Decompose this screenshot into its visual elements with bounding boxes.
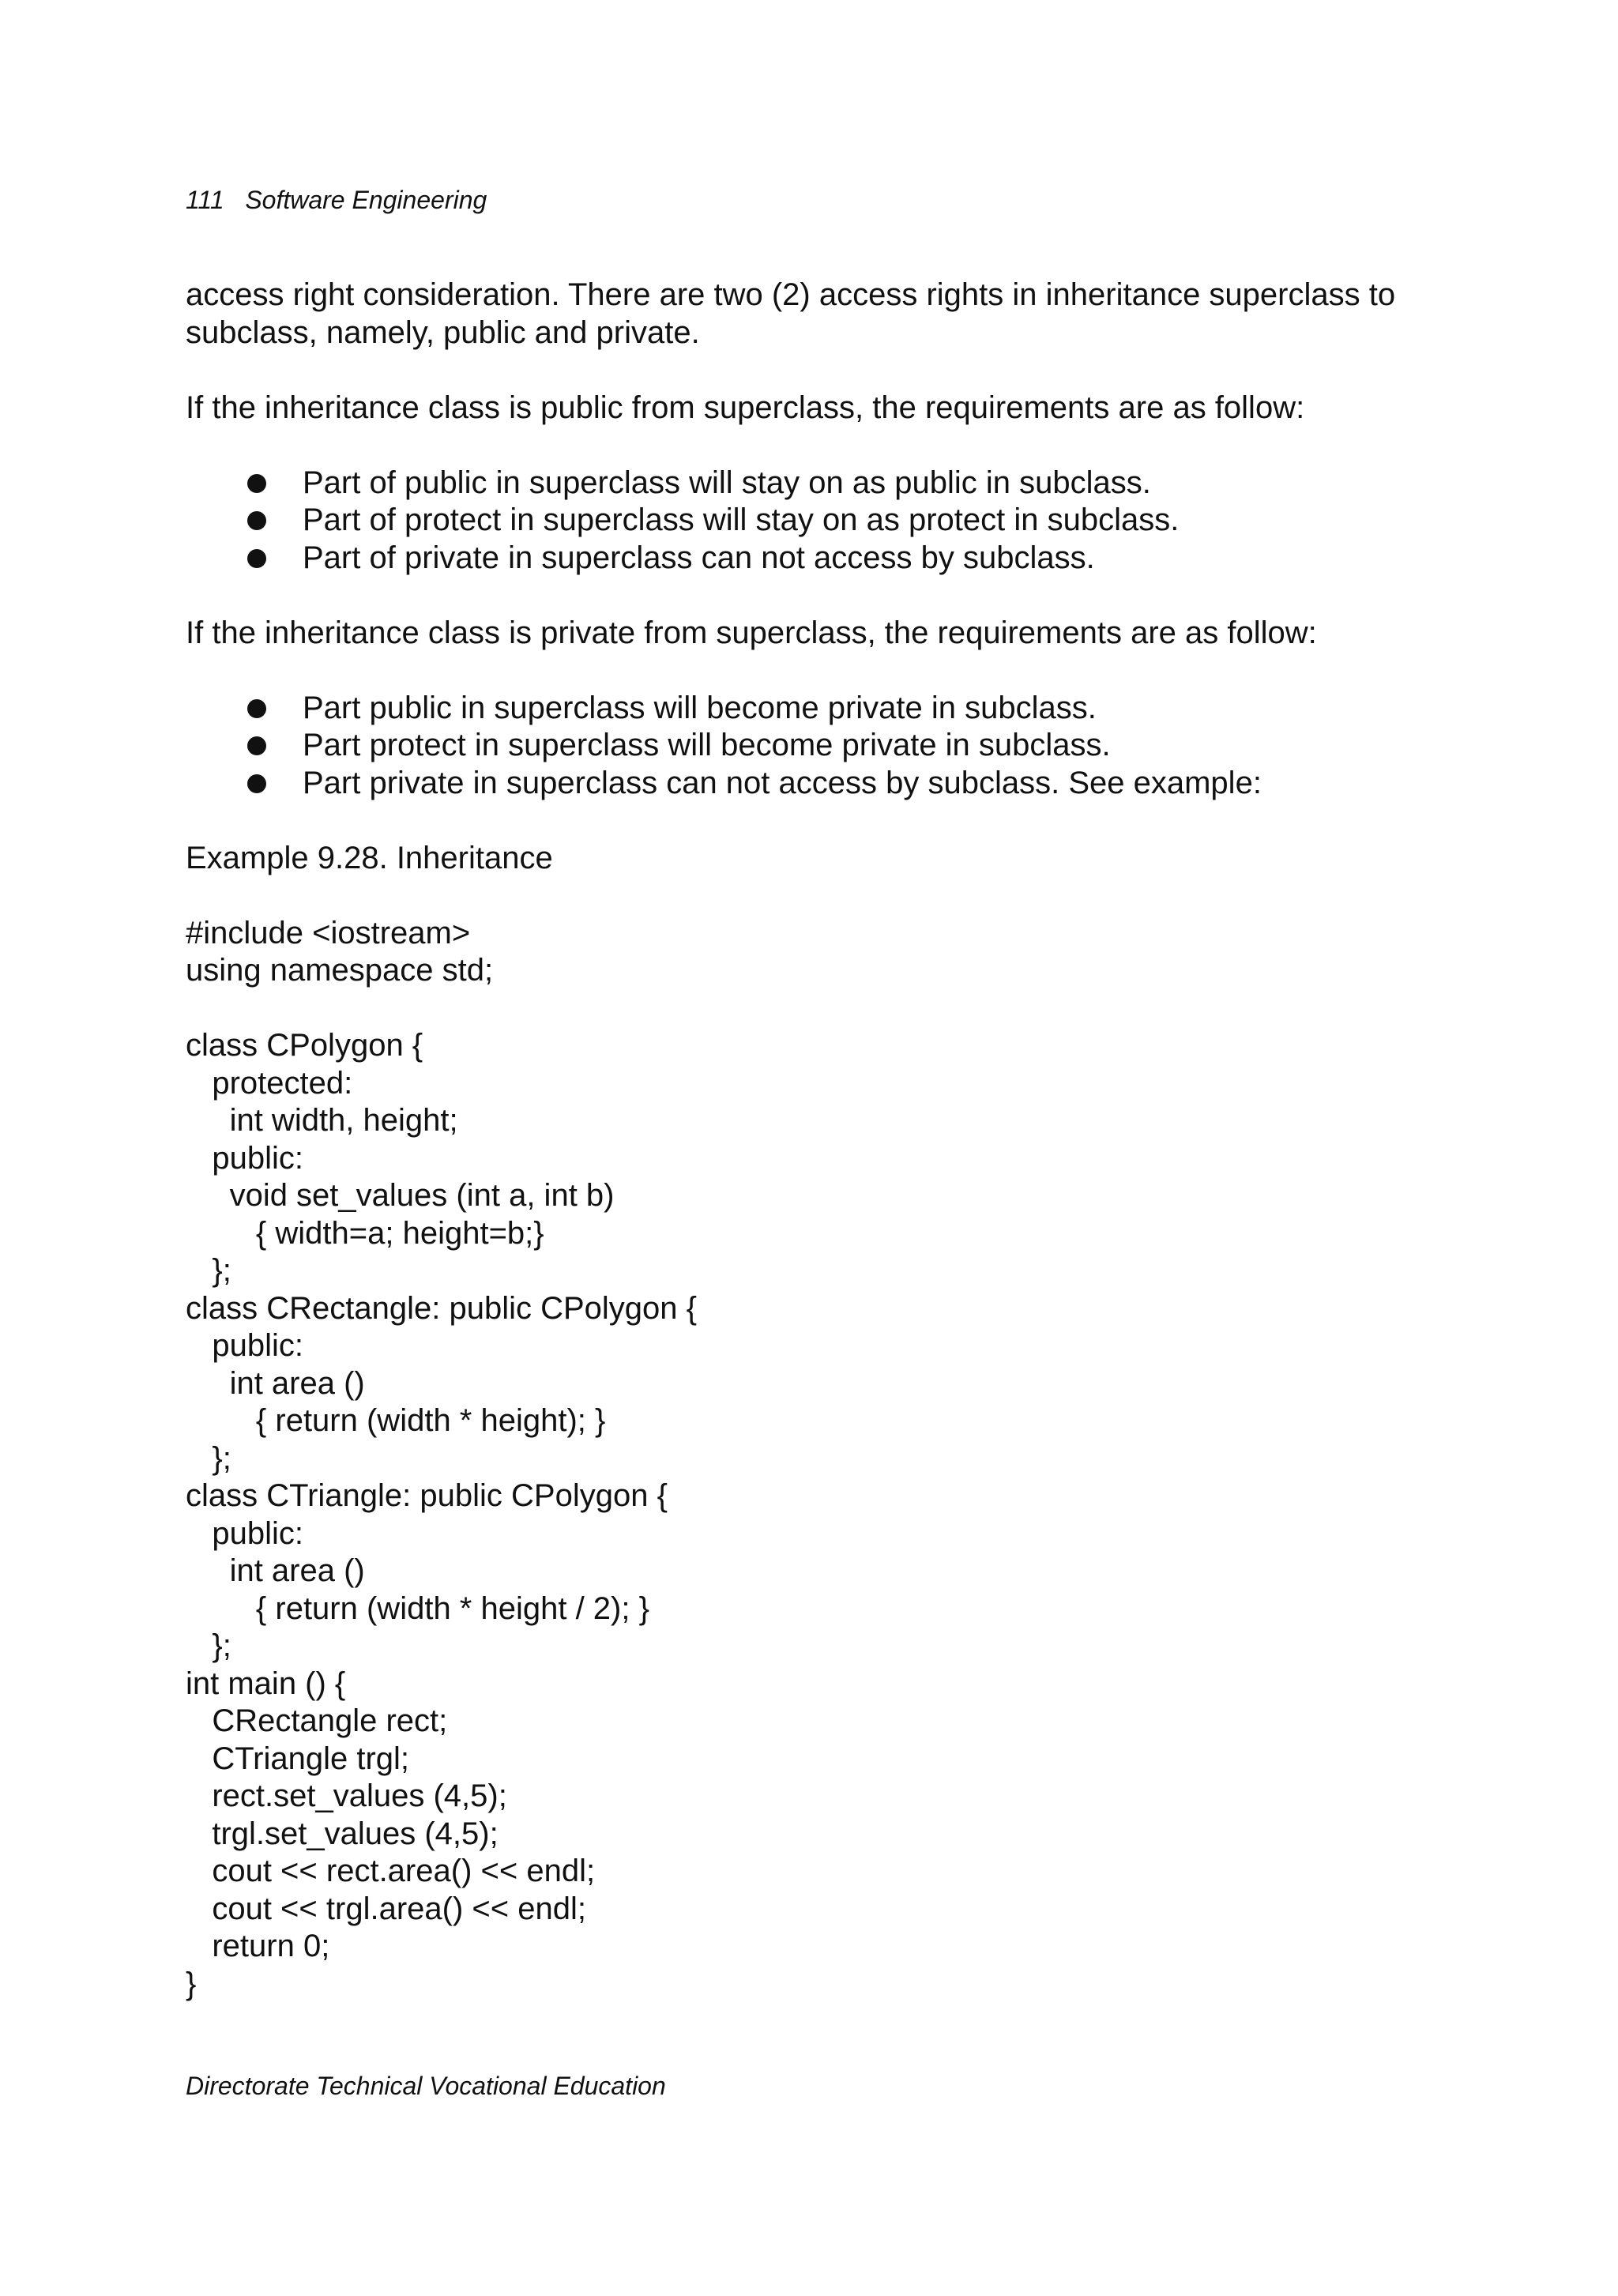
code-line: public: [186,1515,303,1551]
code-line: class CPolygon { [186,1028,423,1063]
page-body [186,277,1481,2003]
page-header [186,184,487,216]
bullet-icon [247,549,266,568]
code-line: { width=a; height=b;} [186,1215,544,1251]
code-line: trgl.set_values (4,5); [186,1816,499,1851]
bullet-icon [247,774,266,793]
code-line: int width, height; [186,1103,458,1138]
code-line [186,990,1481,1028]
code-line: }; [186,1628,231,1663]
code-line: cout << rect.area() << endl; [186,1854,596,1888]
list-item: Part of public in superclass will stay on as public in subclass. [186,465,1481,502]
bullet-icon [247,474,266,493]
code-line: void set_values (int a, int b) [186,1178,615,1213]
bullet-icon [247,736,266,755]
book-title: Software Engineering [245,186,487,214]
public-inheritance-lead: If the inheritance class is public from superclass, the requirements are as follow: [186,390,1305,425]
code-line: }; [186,1253,231,1288]
code-line: class CRectangle: public CPolygon { [186,1290,698,1326]
list-item: Part protect in superclass will become private in subclass. [186,727,1481,765]
private-inheritance-lead: If the inheritance class is private from superclass, the requirements are as follow: [186,615,1317,650]
code-line: { return (width * height / 2); } [186,1590,649,1626]
code-line: return 0; [186,1929,330,1963]
bullet-icon [247,511,266,530]
page-footer: Directorate Technical Vocational Education [186,2072,666,2100]
code-line: int main () { [186,1666,346,1701]
code-line: int area () [186,1553,365,1588]
bullet-icon [247,699,266,718]
public-inheritance-list [186,465,1481,578]
list-item: Part private in superclass can not access by subclass. See example: [186,765,1481,803]
code-line: cout << trgl.area() << endl; [186,1891,586,1926]
code-listing [186,915,1481,2004]
code-line: protected: [186,1065,353,1101]
code-line: CTriangle trgl; [186,1741,410,1776]
code-line: public: [186,1140,303,1176]
code-line: { return (width * height); } [186,1403,606,1438]
code-line: } [186,1966,197,2001]
code-line: CRectangle rect; [186,1703,448,1738]
list-item: Part public in superclass will become private in subclass. [186,690,1481,728]
code-line: int area () [186,1365,365,1401]
code-line: public: [186,1328,303,1363]
intro-paragraph: access right consideration. There are two (2) access rights in inheritance superclass to subclass, namely, public and private. [186,277,1396,350]
code-line: using namespace std; [186,953,494,988]
example-title: Example 9.28. Inheritance [186,840,553,875]
list-item: Part of private in superclass can not access by subclass. [186,540,1481,578]
code-line: }; [186,1440,231,1476]
code-line: class CTriangle: public CPolygon { [186,1478,668,1513]
code-line: #include <iostream> [186,915,471,950]
list-item: Part of protect in superclass will stay on as protect in subclass. [186,502,1481,540]
code-line: rect.set_values (4,5); [186,1778,507,1813]
private-inheritance-list [186,690,1481,803]
page-number: 111 [186,186,224,214]
